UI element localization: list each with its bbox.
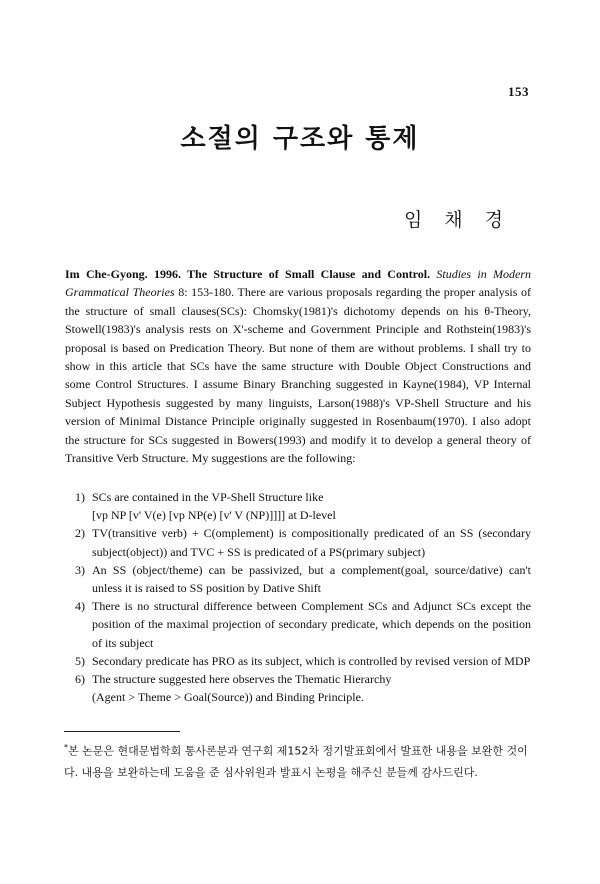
suggestion-item xyxy=(75,670,531,706)
suggestion-number: 4) xyxy=(75,599,85,614)
suggestion-text: An SS (object/theme) can be passivized, but a complement(goal, source/dative) can't unless it is raised to SS position by Dative Shift xyxy=(92,562,531,596)
footnote-marker: * xyxy=(64,743,68,752)
suggestion-item xyxy=(75,597,531,652)
author-name: 임채경 xyxy=(403,209,525,231)
suggestions-list xyxy=(75,488,531,706)
suggestion-number: 1) xyxy=(75,490,85,504)
page-number: 153 xyxy=(508,84,529,99)
footnote-divider xyxy=(64,731,180,732)
footnote xyxy=(64,737,532,783)
suggestion-item xyxy=(75,652,531,670)
abstract-journal: Studies in Modern Grammatical Theories xyxy=(65,267,531,300)
suggestion-text xyxy=(92,670,531,706)
suggestion-number: 6) xyxy=(75,672,85,687)
suggestion-number: 2) xyxy=(75,526,85,541)
suggestion-item xyxy=(75,524,531,560)
suggestion-number: 3) xyxy=(75,562,85,577)
abstract-body: There are various proposals regarding the proper analysis of the structure of small clauses(SCs): Chomsky(1981)'s dichotomy depends on his θ-Theory, Stowell(1983)'s analysis rests on X'-scheme and Government Principle and Rothstein(1983)'s proposal is based on Predication Theory. But none of them are without problems. I shall try to show in this article that SCs have the same structure with Double Object Constructions and some Control Structures. I assume Binary Branching suggested in Kayne(1984), VP Internal Subject Hypothesis suggested by many linguists, Larson(1988)'s VP-Shell Structure and his version of Minimal Distance Principle originally suggested in Rosenbaum(1970). I also adopt the structure for SCs suggested in Bowers(1993) and modify it to develop a general theory of Transitive Verb Structure. My suggestions are the following: xyxy=(65,285,531,466)
suggestion-line: The structure suggested here observes the Thematic Hierarchy xyxy=(92,672,392,687)
suggestion-text xyxy=(92,488,531,524)
suggestion-line: (Agent > Theme > Goal(Source)) and Binding Principle. xyxy=(92,690,364,705)
suggestion-line: [vp NP [v' V(e) [vp NP(e) [v' V (NP)]]]] at D-level xyxy=(92,508,336,523)
suggestion-line: SCs are contained in the VP-Shell Structure like xyxy=(92,490,324,504)
suggestion-number: 5) xyxy=(75,653,85,668)
abstract-citation: Im Che-Gyong. 1996. The Structure of Small Clause and Control. xyxy=(65,267,437,281)
suggestion-text: There is no structural difference between Complement SCs and Adjunct SCs except the position of the maximal projection of secondary predicate, which depends on the position of its subject xyxy=(92,599,531,650)
footnote-text: 본 논문은 현대문법학회 통사론분과 연구회 제152차 정기발표회에서 발표한 내용을 보완한 것이다. 내용을 보완하는데 도움을 준 심사위원과 발표시 논평을 해주신 분들께 감사드린다. xyxy=(64,744,528,779)
suggestion-text: TV(transitive verb) + C(omplement) is compositionally predicated of an SS (secondary subject(object)) and TVC + SS is predicated of a PS(primary subject) xyxy=(92,526,531,559)
paper-title: 소절의 구조와 통제 xyxy=(180,124,420,154)
abstract xyxy=(65,265,531,467)
suggestion-item xyxy=(75,488,531,524)
suggestion-item xyxy=(75,561,531,597)
abstract-pages: 8: 153-180. xyxy=(174,285,235,300)
suggestion-text: Secondary predicate has PRO as its subject, which is controlled by revised version of MDP xyxy=(92,653,531,668)
